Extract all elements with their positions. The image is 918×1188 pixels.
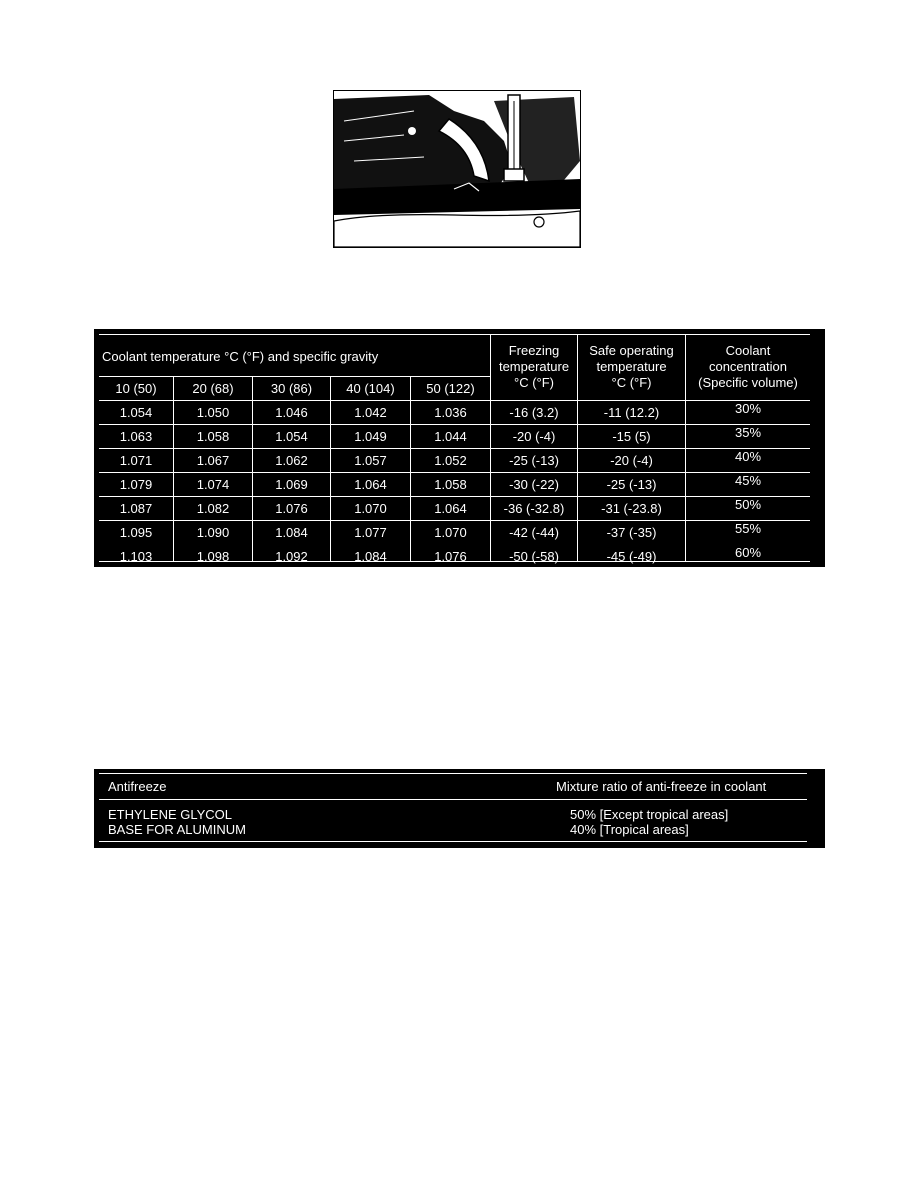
concentration-header-line: concentration [708, 359, 788, 374]
safe-header-line: temperature [596, 359, 667, 374]
safe-temp-cell: -11 (12.2) [603, 405, 660, 420]
gravity-cell: 1.052 [434, 453, 467, 468]
gravity-cell: 1.042 [354, 405, 387, 420]
gravity-cell: 1.103 [119, 549, 153, 564]
concentration-cell: 35% [734, 425, 762, 440]
concentration-cell: 30% [734, 401, 762, 416]
antifreeze-mixture-table [94, 769, 825, 848]
gravity-cell: 1.092 [275, 549, 308, 564]
freezing-temp-cell: -25 (-13) [509, 453, 559, 468]
gravity-cell: 1.046 [275, 405, 308, 420]
freezing-header-line: Freezing [508, 343, 560, 358]
concentration-cell: 45% [734, 473, 762, 488]
gravity-cell: 1.071 [119, 453, 153, 468]
safe-temp-cell: -37 (-35) [606, 525, 657, 540]
gravity-cell: 1.067 [196, 453, 230, 468]
gravity-cell: 1.063 [119, 429, 153, 444]
antifreeze-column-header: Antifreeze [108, 779, 167, 794]
antifreeze-name-line: BASE FOR ALUMINUM [108, 822, 246, 837]
temp-column-header: 30 (86) [270, 381, 313, 396]
safe-temp-cell: -25 (-13) [606, 477, 657, 492]
gravity-cell: 1.057 [354, 453, 387, 468]
mixture-ratio-value: 50% [Except tropical areas] [570, 807, 729, 822]
antifreeze-name-line: ETHYLENE GLYCOL [108, 807, 233, 822]
gravity-cell: 1.084 [275, 525, 308, 540]
coolant-specific-gravity-table [94, 329, 825, 567]
concentration-header-line: (Specific volume) [698, 375, 798, 390]
temp-column-header: 40 (104) [346, 381, 395, 396]
concentration-cell: 40% [734, 449, 762, 464]
mixture-ratio-value: 40% [Tropical areas] [570, 822, 689, 837]
safe-temp-cell: -31 (-23.8) [601, 501, 662, 516]
gravity-cell: 1.054 [119, 405, 153, 420]
gravity-cell: 1.082 [196, 501, 230, 516]
safe-temp-cell: -15 (5) [612, 429, 651, 444]
freezing-temp-cell: -30 (-22) [509, 477, 559, 492]
gravity-cell: 1.070 [354, 501, 387, 516]
gravity-cell: 1.054 [275, 429, 308, 444]
mixture-ratio-column-header: Mixture ratio of anti-freeze in coolant [556, 779, 767, 794]
gravity-cell: 1.077 [354, 525, 387, 540]
gravity-cell: 1.049 [354, 429, 387, 444]
gravity-cell: 1.058 [434, 477, 467, 492]
gravity-cell: 1.084 [354, 549, 387, 564]
gravity-cell: 1.064 [434, 501, 467, 516]
freezing-temp-cell: -20 (-4) [512, 429, 556, 444]
safe-header-line: °C (°F) [611, 375, 652, 390]
gravity-cell: 1.036 [434, 405, 467, 420]
freezing-temp-cell: -42 (-44) [509, 525, 559, 540]
gravity-cell: 1.070 [434, 525, 467, 540]
freezing-temp-cell: -36 (-32.8) [503, 501, 565, 516]
engine-bay-illustration [333, 90, 581, 248]
gravity-cell: 1.076 [275, 501, 308, 516]
concentration-header-line: Coolant [725, 343, 771, 358]
concentration-cell: 60% [734, 545, 762, 560]
gravity-cell: 1.069 [275, 477, 308, 492]
freezing-temp-cell: -16 (3.2) [509, 405, 559, 420]
gravity-cell: 1.090 [196, 525, 230, 540]
gravity-cell: 1.098 [196, 549, 230, 564]
temp-column-header: 50 (122) [426, 381, 475, 396]
concentration-cell: 55% [734, 521, 762, 536]
group-header: Coolant temperature °C (°F) and specific gravity [102, 349, 379, 364]
safe-temp-cell: -20 (-4) [610, 453, 653, 468]
concentration-cell: 50% [734, 497, 762, 512]
gravity-cell: 1.095 [119, 525, 153, 540]
gravity-cell: 1.087 [119, 501, 153, 516]
gravity-cell: 1.079 [119, 477, 153, 492]
gravity-cell: 1.044 [434, 429, 467, 444]
freezing-temp-cell: -50 (-58) [509, 549, 559, 564]
freezing-header-line: temperature [498, 359, 570, 374]
temp-column-header: 20 (68) [192, 381, 234, 396]
gravity-cell: 1.064 [354, 477, 387, 492]
gravity-cell: 1.058 [196, 429, 230, 444]
gravity-cell: 1.074 [196, 477, 230, 492]
gravity-cell: 1.062 [275, 453, 308, 468]
temp-column-header: 10 (50) [115, 381, 157, 396]
freezing-header-line: °C (°F) [514, 375, 554, 390]
safe-header-line: Safe operating [589, 343, 674, 358]
safe-temp-cell: -45 (-49) [606, 549, 657, 564]
gravity-cell: 1.076 [434, 549, 467, 564]
gravity-cell: 1.050 [196, 405, 230, 420]
